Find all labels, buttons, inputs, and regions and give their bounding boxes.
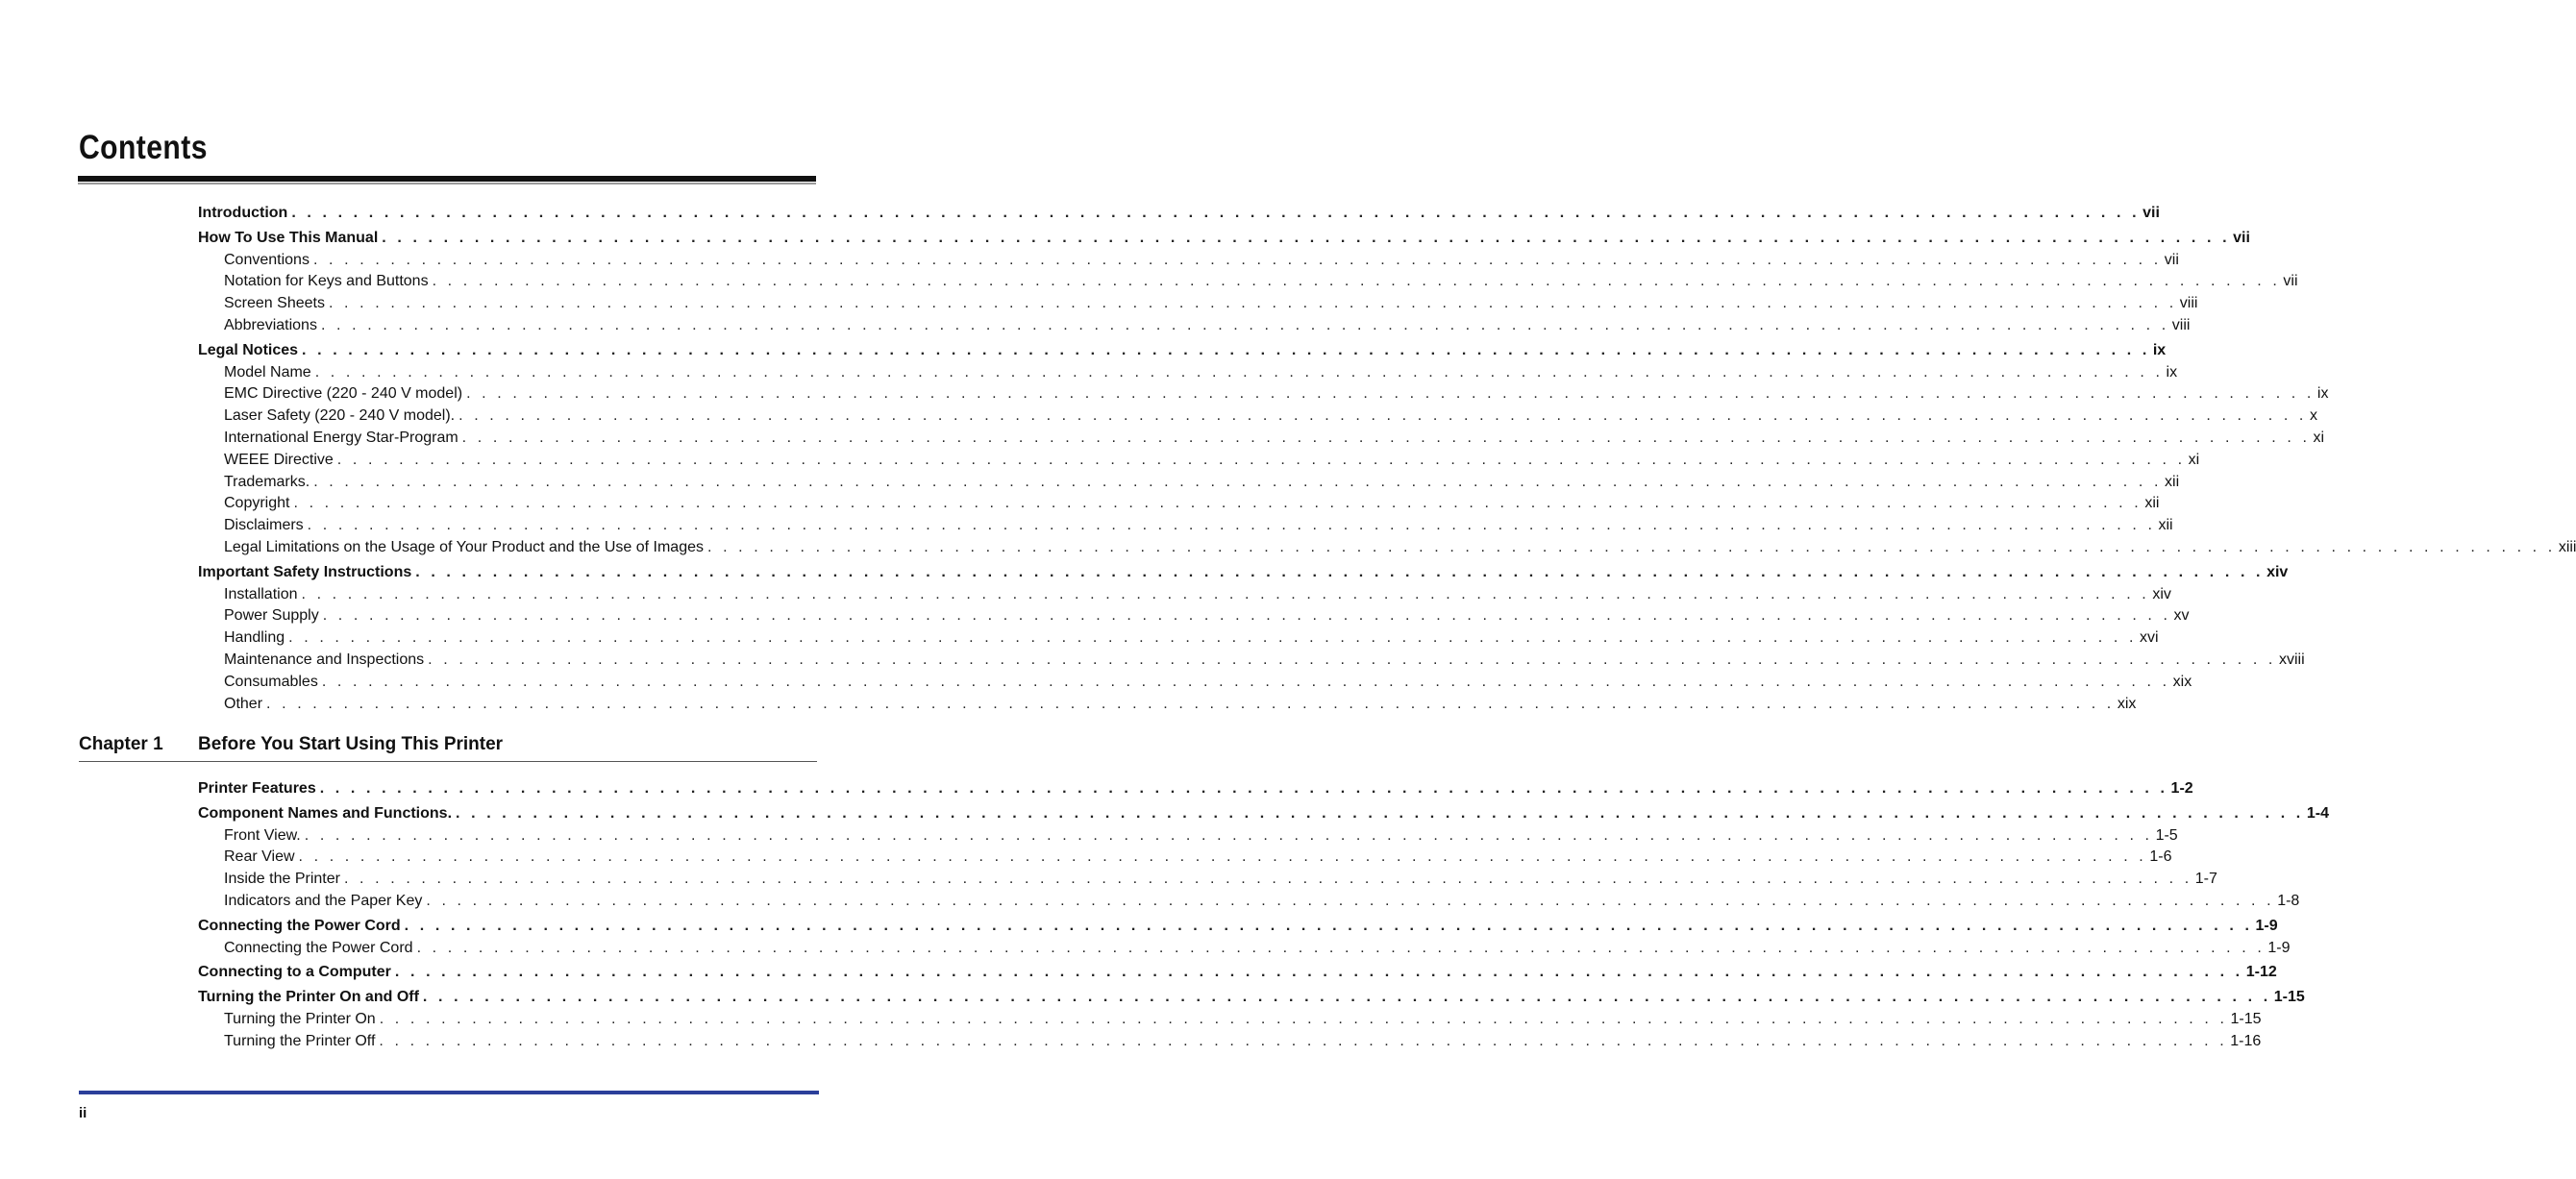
toc-subsection-entry[interactable]	[198, 939, 2291, 962]
title-rule-shadow	[78, 183, 816, 184]
toc-subsection-entry[interactable]	[198, 429, 2325, 452]
toc-dot-leader: . . . . . . . . . . . . . . . . . . . . . . . . . . . . . . . . . . . . . . . . . . . . . . . . . . . . . . . . . . . . . . . . . . . . . . . . . . . . . . . . . . . . . . . . . . . . . . . . . . . . . . . . . . . . . . . . . . . . . . . .	[343, 871, 2192, 888]
toc-dot-leader: . . . . . . . . . . . . . . . . . . . . . . . . . . . . . . . . . . . . . . . . . . . . . . . . . . . . . . . . . . . . . . . . . . . . . . . . . . . . . . . . . . . . . . . . . . . . . . . . . . . . . . . . . . . . . . . . . . . . . . . .	[379, 1010, 2228, 1027]
toc-subsection-entry[interactable]	[198, 538, 2576, 561]
toc-entry-label: Printer Features	[198, 780, 316, 797]
toc-section-entry[interactable]	[198, 917, 2278, 940]
toc-entry-page: xi	[2313, 429, 2325, 446]
toc-entry-page: 1-16	[2230, 1032, 2262, 1049]
toc-chapter-1	[198, 777, 2329, 1055]
toc-entry-page: xiv	[2266, 563, 2289, 580]
toc-entry-label: Turning the Printer On and Off	[198, 989, 419, 1006]
toc-entry-label: Disclaimers	[224, 517, 304, 534]
toc-entry-label: Inside the Printer	[224, 871, 340, 888]
toc-section-entry[interactable]	[198, 989, 2305, 1011]
toc-subsection-entry[interactable]	[198, 673, 2192, 696]
toc-dot-leader: . . . . . . . . . . . . . . . . . . . . . . . . . . . . . . . . . . . . . . . . . . . . . . . . . . . . . . . . . . . . . . . . . . . . . . . . . . . . . . . . . . . . . . . . . . . . . . . . . . . . . . . . . . . . . . . . . . . . . . . .	[404, 917, 2253, 934]
toc-dot-leader: . . . . . . . . . . . . . . . . . . . . . . . . . . . . . . . . . . . . . . . . . . . . . . . . . . . . . . . . . . . . . . . . . . . . . . . . . . . . . . . . . . . . . . . . . . . . . . . . . . . . . . . . . . . . . . . . . . . . . . . .	[321, 673, 2170, 690]
toc-entry-page: xii	[2158, 517, 2173, 534]
toc-subsection-entry[interactable]	[198, 651, 2305, 674]
toc-dot-leader: . . . . . . . . . . . . . . . . . . . . . . . . . . . . . . . . . . . . . . . . . . . . . . . . . . . . . . . . . . . . . . . . . . . . . . . . . . . . . . . . . . . . . . . . . . . . . . . . . . . . . . . . . . . . . . . . . . . . . . . .	[320, 316, 2169, 333]
toc-subsection-entry[interactable]	[198, 407, 2317, 430]
toc-subsection-entry[interactable]	[198, 1010, 2262, 1033]
toc-dot-leader: . . . . . . . . . . . . . . . . . . . . . . . . . . . . . . . . . . . . . . . . . . . . . . . . . . . . . . . . . . . . . . . . . . . . . . . . . . . . . . . . . . . . . . . . . . . . . . . . . . . . . . . . . . . . . . . . . . . . . . . .	[336, 451, 2186, 468]
toc-entry-label: EMC Directive (220 - 240 V model)	[224, 385, 463, 403]
title-rule	[78, 176, 816, 182]
toc-dot-leader: . . . . . . . . . . . . . . . . . . . . . . . . . . . . . . . . . . . . . . . . . . . . . . . . . . . . . . . . . . . . . . . . . . . . . . . . . . . . . . . . . . . . . . . . . . . . . . . . . . . . . . . . . . . . . . . . . . . . . . . .	[415, 563, 2265, 580]
toc-dot-leader: . . . . . . . . . . . . . . . . . . . . . . . . . . . . . . . . . . . . . . . . . . . . . . . . . . . . . . . . . . . . . . . . . . . . . . . . . . . . . . . . . . . . . . . . . . . . . . . . . . . . . . . . . . . . . . . . . . . . . . . .	[379, 1032, 2228, 1049]
toc-dot-leader: . . . . . . . . . . . . . . . . . . . . . . . . . . . . . . . . . . . . . . . . . . . . . . . . . . . . . . . . . . . . . . . . . . . . . . . . . . . . . . . . . . . . . . . . . . . . . . . . . . . . . . . . . . . . . . . . . . . . . . . .	[293, 495, 2143, 512]
toc-entry-page: 1-9	[2267, 939, 2291, 956]
toc-dot-leader: . . . . . . . . . . . . . . . . . . . . . . . . . . . . . . . . . . . . . . . . . . . . . . . . . . . . . . . . . . . . . . . . . . . . . . . . . . . . . . . . . . . . . . . . . . . . . . . . . . . . . . . . . . . . . . . . . . . . . . . .	[288, 629, 2137, 647]
toc-entry-label: Model Name	[224, 363, 311, 381]
toc-entry-page: ix	[2166, 363, 2178, 381]
toc-dot-leader: . . . . . . . . . . . . . . . . . . . . . . . . . . . . . . . . . . . . . . . . . . . . . . . . . . . . . . . . . . . . . . . . . . . . . . . . . . . . . . . . . . . . . . . . . . . . . . . . . . . . . . . . . . . . . . . . . . . . . . . .	[382, 229, 2231, 246]
toc-dot-leader: . . . . . . . . . . . . . . . . . . . . . . . . . . . . . . . . . . . . . . . . . . . . . . . . . . . . . . . . . . . . . . . . . . . . . . . . . . . . . . . . . . . . . . . . . . . . . . . . . . . . . . . . . . . . . . . . . . . . . . . .	[422, 989, 2271, 1006]
toc-entry-label: Laser Safety (220 - 240 V model).	[224, 407, 456, 425]
toc-subsection-entry[interactable]	[198, 495, 2160, 517]
toc-subsection-entry[interactable]	[198, 892, 2300, 915]
toc-subsection-entry[interactable]	[198, 517, 2173, 539]
chapter-title: Before You Start Using This Printer	[198, 734, 504, 754]
toc-entry-page: 1-15	[2273, 989, 2305, 1006]
toc-entry-page: vii	[2283, 273, 2298, 290]
toc-dot-leader: . . . . . . . . . . . . . . . . . . . . . . . . . . . . . . . . . . . . . . . . . . . . . . . . . . . . . . . . . . . . . . . . . . . . . . . . . . . . . . . . . . . . . . . . . . . . . . . . . . . . . . . . . . . . . . . . . . . . . . . .	[314, 363, 2164, 381]
toc-dot-leader: . . . . . . . . . . . . . . . . . . . . . . . . . . . . . . . . . . . . . . . . . . . . . . . . . . . . . . . . . . . . . . . . . . . . . . . . . . . . . . . . . . . . . . . . . . . . . . . . . . . . . . . . . . . . . . . . . . . . . . . .	[307, 517, 2156, 534]
toc-subsection-entry[interactable]	[198, 385, 2329, 407]
toc-entry-page: 1-12	[2245, 964, 2277, 981]
toc-section-entry[interactable]	[198, 563, 2289, 586]
toc-entry-page: xix	[2117, 695, 2137, 712]
toc-entry-label: Component Names and Functions.	[198, 804, 453, 822]
toc-dot-leader: . . . . . . . . . . . . . . . . . . . . . . . . . . . . . . . . . . . . . . . . . . . . . . . . . . . . . . . . . . . . . . . . . . . . . . . . . . . . . . . . . . . . . . . . . . . . . . . . . . . . . . . . . . . . . . . . . . . . . . . .	[394, 964, 2243, 981]
toc-entry-page: 1-15	[2230, 1010, 2262, 1027]
toc-entry-page: ix	[2316, 385, 2329, 403]
toc-dot-leader: . . . . . . . . . . . . . . . . . . . . . . . . . . . . . . . . . . . . . . . . . . . . . . . . . . . . . . . . . . . . . . . . . . . . . . . . . . . . . . . . . . . . . . . . . . . . . . . . . . . . . . . . . . . . . . . . . . . . . . . .	[456, 804, 2304, 822]
toc-entry-page: xix	[2172, 673, 2192, 690]
toc-entry-label: Legal Notices	[198, 341, 299, 358]
chapter-number: Chapter 1	[79, 734, 163, 754]
toc-section-entry[interactable]	[198, 205, 2160, 227]
toc-dot-leader: . . . . . . . . . . . . . . . . . . . . . . . . . . . . . . . . . . . . . . . . . . . . . . . . . . . . . . . . . . . . . . . . . . . . . . . . . . . . . . . . . . . . . . . . . . . . . . . . . . . . . . . . . . . . . . . . . . . . . . . .	[319, 780, 2168, 797]
page-number: ii	[79, 1105, 87, 1121]
toc-dot-leader: . . . . . . . . . . . . . . . . . . . . . . . . . . . . . . . . . . . . . . . . . . . . . . . . . . . . . . . . . . . . . . . . . . . . . . . . . . . . . . . . . . . . . . . . . . . . . . . . . . . . . . . . . . . . . . . . . . . . . . . .	[466, 385, 2315, 403]
toc-entry-label: Introduction	[198, 205, 288, 221]
toc-subsection-entry[interactable]	[198, 607, 2190, 629]
toc-entry-label: Installation	[224, 585, 298, 602]
toc-entry-label: Connecting the Power Cord	[198, 917, 401, 934]
toc-subsection-entry[interactable]	[198, 1032, 2262, 1055]
toc-entry-page: 1-8	[2277, 892, 2300, 909]
toc-dot-leader: . . . . . . . . . . . . . . . . . . . . . . . . . . . . . . . . . . . . . . . . . . . . . . . . . . . . . . . . . . . . . . . . . . . . . . . . . . . . . . . . . . . . . . . . . . . . . . . . . . . . . . . . . . . . . . . . . . . . . . . .	[322, 607, 2171, 625]
toc-entry-page: 1-4	[2306, 804, 2329, 822]
toc-entry-label: Legal Limitations on the Usage of Your Product and the Use of Images	[224, 538, 704, 555]
toc-entry-label: Abbreviations	[224, 316, 317, 333]
toc-entry-page: 1-5	[2155, 826, 2178, 844]
toc-dot-leader: . . . . . . . . . . . . . . . . . . . . . . . . . . . . . . . . . . . . . . . . . . . . . . . . . . . . . . . . . . . . . . . . . . . . . . . . . . . . . . . . . . . . . . . . . . . . . . . . . . . . . . . . . . . . . . . . . . . . . . . .	[302, 341, 2150, 358]
toc-entry-label: Turning the Printer Off	[224, 1032, 376, 1049]
chapter-rule	[79, 761, 817, 762]
toc-entry-page: vii	[2164, 251, 2179, 268]
toc-entry-page: viii	[2179, 295, 2198, 312]
toc-dot-leader: . . . . . . . . . . . . . . . . . . . . . . . . . . . . . . . . . . . . . . . . . . . . . . . . . . . . . . . . . . . . . . . . . . . . . . . . . . . . . . . . . . . . . . . . . . . . . . . . . . . . . . . . . . . . . . . . . . . . . . . .	[291, 205, 2141, 221]
toc-subsection-entry[interactable]	[198, 826, 2178, 849]
toc-dot-leader: . . . . . . . . . . . . . . . . . . . . . . . . . . . . . . . . . . . . . . . . . . . . . . . . . . . . . . . . . . . . . . . . . . . . . . . . . . . . . . . . . . . . . . . . . . . . . . . . . . . . . . . . . . . . . . . . . . . . . . . .	[428, 651, 2276, 668]
page-title: Contents	[79, 129, 208, 166]
toc-entry-page: 1-6	[2149, 848, 2172, 866]
toc-entry-label: Maintenance and Inspections	[224, 651, 425, 668]
toc-section-entry[interactable]	[198, 780, 2193, 802]
toc-entry-label: Turning the Printer On	[224, 1010, 376, 1027]
toc-subsection-entry[interactable]	[198, 695, 2137, 718]
toc-entry-label: Connecting the Power Cord	[224, 939, 413, 956]
toc-entry-label: Conventions	[224, 251, 310, 268]
toc-entry-label: Handling	[224, 629, 285, 647]
toc-entry-page: xiii	[2558, 538, 2576, 555]
chapter-heading	[79, 731, 817, 758]
toc-dot-leader: . . . . . . . . . . . . . . . . . . . . . . . . . . . . . . . . . . . . . . . . . . . . . . . . . . . . . . . . . . . . . . . . . . . . . . . . . . . . . . . . . . . . . . . . . . . . . . . . . . . . . . . . . . . . . . . . . . . . . . . .	[328, 295, 2177, 312]
toc-entry-page: ix	[2152, 341, 2167, 358]
toc-subsection-entry[interactable]	[198, 473, 2180, 496]
toc-section-entry[interactable]	[198, 804, 2329, 827]
toc-entry-page: xviii	[2278, 651, 2305, 668]
toc-section-entry[interactable]	[198, 964, 2277, 986]
toc-section-entry[interactable]	[198, 341, 2167, 364]
toc-dot-leader: . . . . . . . . . . . . . . . . . . . . . . . . . . . . . . . . . . . . . . . . . . . . . . . . . . . . . . . . . . . . . . . . . . . . . . . . . . . . . . . . . . . . . . . . . . . . . . . . . . . . . . . . . . . . . . . . . . . . . . . .	[461, 429, 2311, 446]
toc-subsection-entry[interactable]	[198, 871, 2217, 893]
toc-entry-label: Power Supply	[224, 607, 319, 625]
toc-subsection-entry[interactable]	[198, 451, 2200, 474]
toc-entry-page: x	[2309, 407, 2317, 425]
toc-subsection-entry[interactable]	[198, 316, 2191, 339]
toc-entry-label: Trademarks.	[224, 473, 310, 490]
toc-entry-label: Front View.	[224, 826, 301, 844]
toc-subsection-entry[interactable]	[198, 848, 2172, 871]
toc-entry-label: Notation for Keys and Buttons	[224, 273, 429, 290]
toc-entry-page: viii	[2171, 316, 2191, 333]
toc-subsection-entry[interactable]	[198, 273, 2298, 295]
toc-entry-page: 1-7	[2194, 871, 2217, 888]
toc-dot-leader: . . . . . . . . . . . . . . . . . . . . . . . . . . . . . . . . . . . . . . . . . . . . . . . . . . . . . . . . . . . . . . . . . . . . . . . . . . . . . . . . . . . . . . . . . . . . . . . . . . . . . . . . . . . . . . . . . . . . . . . .	[304, 826, 2153, 844]
toc-entry-label: Screen Sheets	[224, 295, 325, 312]
toc-entry-page: xvi	[2139, 629, 2159, 647]
footer-rule	[79, 1091, 819, 1094]
toc-dot-leader: . . . . . . . . . . . . . . . . . . . . . . . . . . . . . . . . . . . . . . . . . . . . . . . . . . . . . . . . . . . . . . . . . . . . . . . . . . . . . . . . . . . . . . . . . . . . . . . . . . . . . . . . . . . . . . . . . . . . . . . .	[301, 585, 2150, 602]
toc-subsection-entry[interactable]	[198, 629, 2159, 651]
toc-dot-leader: . . . . . . . . . . . . . . . . . . . . . . . . . . . . . . . . . . . . . . . . . . . . . . . . . . . . . . . . . . . . . . . . . . . . . . . . . . . . . . . . . . . . . . . . . . . . . . . . . . . . . . . . . . . . . . . . . . . . . . . .	[458, 407, 2307, 425]
toc-entry-label: Important Safety Instructions	[198, 563, 412, 580]
toc-entry-label: International Energy Star-Program	[224, 429, 458, 446]
toc-entry-label: Copyright	[224, 495, 290, 512]
toc-subsection-entry[interactable]	[198, 363, 2178, 386]
toc-subsection-entry[interactable]	[198, 585, 2171, 608]
toc-front-matter	[198, 202, 2576, 717]
toc-subsection-entry[interactable]	[198, 295, 2198, 317]
toc-entry-page: xii	[2165, 473, 2180, 490]
toc-dot-leader: . . . . . . . . . . . . . . . . . . . . . . . . . . . . . . . . . . . . . . . . . . . . . . . . . . . . . . . . . . . . . . . . . . . . . . . . . . . . . . . . . . . . . . . . . . . . . . . . . . . . . . . . . . . . . . . . . . . . . . . .	[312, 251, 2162, 268]
toc-dot-leader: . . . . . . . . . . . . . . . . . . . . . . . . . . . . . . . . . . . . . . . . . . . . . . . . . . . . . . . . . . . . . . . . . . . . . . . . . . . . . . . . . . . . . . . . . . . . . . . . . . . . . . . . . . . . . . . . . . . . . . . .	[266, 695, 2115, 712]
toc-subsection-entry[interactable]	[198, 251, 2179, 274]
toc-entry-page: 1-9	[2255, 917, 2278, 934]
toc-entry-label: Indicators and the Paper Key	[224, 892, 423, 909]
toc-section-entry[interactable]	[198, 229, 2250, 252]
toc-entry-label: How To Use This Manual	[198, 229, 379, 246]
toc-entry-page: xiv	[2152, 585, 2171, 602]
toc-dot-leader: . . . . . . . . . . . . . . . . . . . . . . . . . . . . . . . . . . . . . . . . . . . . . . . . . . . . . . . . . . . . . . . . . . . . . . . . . . . . . . . . . . . . . . . . . . . . . . . . . . . . . . . . . . . . . . . . . . . . . . . .	[426, 892, 2275, 909]
toc-entry-page: 1-2	[2170, 780, 2193, 797]
toc-entry-page: xi	[2188, 451, 2200, 468]
toc-entry-label: Other	[224, 695, 263, 712]
toc-dot-leader: . . . . . . . . . . . . . . . . . . . . . . . . . . . . . . . . . . . . . . . . . . . . . . . . . . . . . . . . . . . . . . . . . . . . . . . . . . . . . . . . . . . . . . . . . . . . . . . . . . . . . . . . . . . . . . . . . . . . . . . .	[313, 473, 2163, 490]
toc-entry-page: xv	[2173, 607, 2190, 625]
toc-dot-leader: . . . . . . . . . . . . . . . . . . . . . . . . . . . . . . . . . . . . . . . . . . . . . . . . . . . . . . . . . . . . . . . . . . . . . . . . . . . . . . . . . . . . . . . . . . . . . . . . . . . . . . . . . . . . . . . . . . . . . . . .	[416, 939, 2266, 956]
toc-entry-page: vii	[2233, 229, 2250, 246]
toc-dot-leader: . . . . . . . . . . . . . . . . . . . . . . . . . . . . . . . . . . . . . . . . . . . . . . . . . . . . . . . . . . . . . . . . . . . . . . . . . . . . . . . . . . . . . . . . . . . . . . . . . . . . . . . . . . . . . . . . . . . . . . . .	[298, 848, 2147, 866]
toc-dot-leader: . . . . . . . . . . . . . . . . . . . . . . . . . . . . . . . . . . . . . . . . . . . . . . . . . . . . . . . . . . . . . . . . . . . . . . . . . . . . . . . . . . . . . . . . . . . . . . . . . . . . . . . . . . . . . . . . . . . . . . . .	[706, 538, 2556, 555]
toc-entry-label: WEEE Directive	[224, 451, 334, 468]
toc-entry-page: xii	[2144, 495, 2160, 512]
toc-dot-leader: . . . . . . . . . . . . . . . . . . . . . . . . . . . . . . . . . . . . . . . . . . . . . . . . . . . . . . . . . . . . . . . . . . . . . . . . . . . . . . . . . . . . . . . . . . . . . . . . . . . . . . . . . . . . . . . . . . . . . . . .	[432, 273, 2281, 290]
toc-entry-label: Rear View	[224, 848, 295, 866]
toc-entry-label: Connecting to a Computer	[198, 964, 391, 981]
toc-entry-label: Consumables	[224, 673, 318, 690]
toc-entry-page: vii	[2143, 205, 2160, 221]
